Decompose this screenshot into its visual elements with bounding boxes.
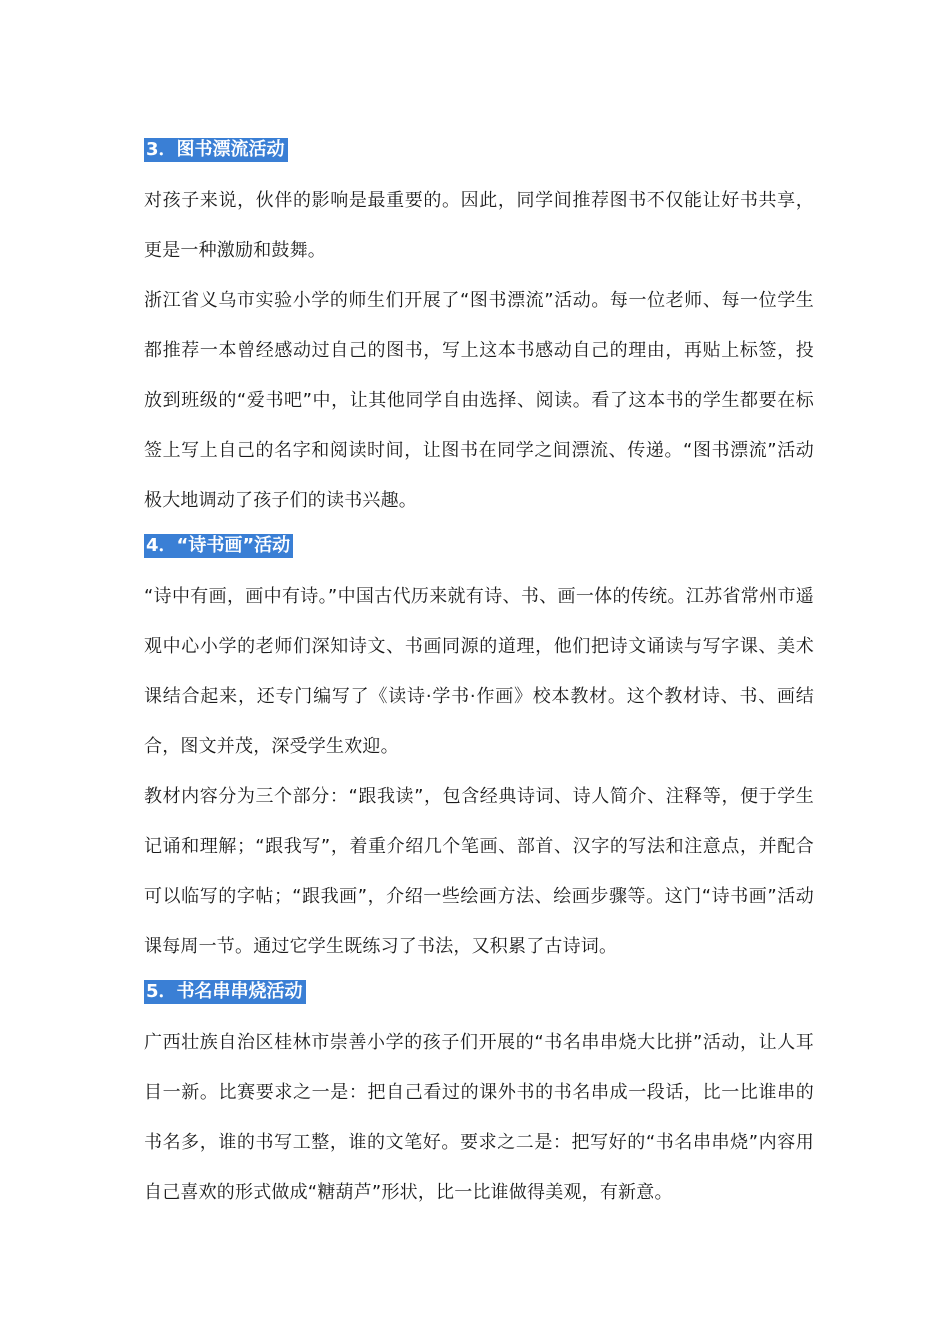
section-heading: 3．图书漂流活动 (144, 138, 288, 162)
paragraph: 对孩子来说，伙伴的影响是最重要的。因此，同学间推荐图书不仅能让好书共享，更是一种激励和鼓舞。 (144, 190, 814, 261)
paragraph: 浙江省义乌市实验小学的师生们开展了“图书漂流”活动。每一位老师、每一位学生都推荐一本曾经感动过自己的图书，写上这本书感动自己的理由，再贴上标签，投放到班级的“爱书吧”中，让其他同学自由选择、阅读。看了这本书的学生都要在标签上写上自己的名字和阅读时间，让图书在同学之间漂流、传递。“图书漂流”活动极大地调动了孩子们的读书兴趣。 (144, 290, 814, 511)
section-heading: 5．书名串串烧活动 (144, 980, 306, 1004)
section-heading: 4．“诗书画”活动 (144, 534, 293, 558)
paragraph: 教材内容分为三个部分：“跟我读”，包含经典诗词、诗人简介、注释等，便于学生记诵和理解；“跟我写”，着重介绍几个笔画、部首、汉字的写法和注意点，并配合可以临写的字帖；“跟我画”，介绍一些绘画方法、绘画步骤等。这门“诗书画”活动课每周一节。通过它学生既练习了书法，又积累了古诗词。 (144, 786, 814, 957)
paragraph: 广西壮族自治区桂林市崇善小学的孩子们开展的“书名串串烧大比拼”活动，让人耳目一新。比赛要求之一是：把自己看过的课外书的书名串成一段话，比一比谁串的书名多，谁的书写工整，谁的文笔好。要求之二是：把写好的“书名串串烧”内容用自己喜欢的形式做成“糖葫芦”形状，比一比谁做得美观，有新意。 (144, 1032, 814, 1203)
section-book-drift (144, 128, 814, 526)
section-poem-calligraphy-painting (144, 526, 814, 972)
section-book-title-skewer (144, 972, 814, 1218)
document-body (144, 128, 814, 1218)
paragraph: “诗中有画，画中有诗。”中国古代历来就有诗、书、画一体的传统。江苏省常州市遥观中心小学的老师们深知诗文、书画同源的道理，他们把诗文诵读与写字课、美术课结合起来，还专门编写了《读诗·学书·作画》校本教材。这个教材诗、书、画结合，图文并茂，深受学生欢迎。 (144, 586, 814, 757)
